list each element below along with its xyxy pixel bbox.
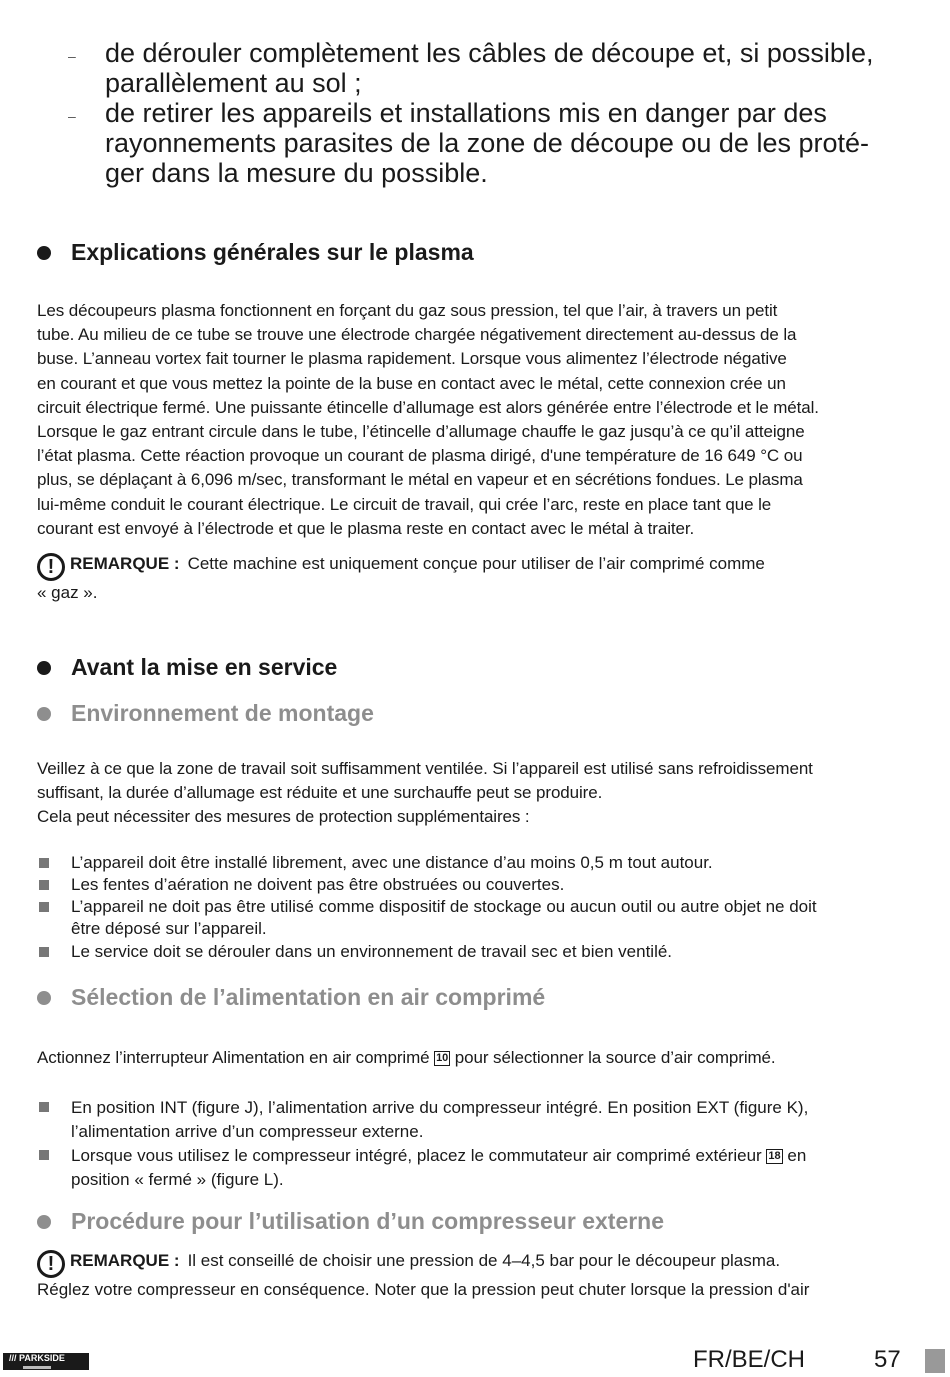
footer-language: FR/BE/CH bbox=[693, 1346, 806, 1373]
list-text: En position INT (figure J), l’alimentation arrive du compresseur intégré. En position EXT (figure K), bbox=[71, 1098, 809, 1117]
bullet-dot-icon bbox=[37, 991, 51, 1005]
logo-text: /// PARKSIDE bbox=[9, 1353, 65, 1363]
list-text: en bbox=[787, 1146, 807, 1165]
list-text: Le service doit se dérouler dans un environnement de travail sec et bien ventilé. bbox=[71, 942, 673, 961]
text-line: de dérouler complètement les câbles de découpe et, si possible, bbox=[105, 38, 874, 68]
list-item bbox=[37, 852, 713, 874]
part-ref: 18 bbox=[768, 1150, 781, 1162]
square-bullet-icon bbox=[39, 1150, 49, 1160]
subsection-heading bbox=[37, 1208, 664, 1235]
list-item bbox=[37, 941, 672, 963]
text-line: l’état plasma. Cette réaction provoque un courant de plasma dirigé, d'une température de 16 649 °C ou bbox=[37, 446, 803, 466]
square-bullet-icon bbox=[39, 902, 49, 912]
list-text: Les fentes d’aération ne doivent pas être obstruées ou couvertes. bbox=[71, 875, 565, 894]
exclamation-icon: ! bbox=[37, 553, 65, 581]
text-line: suffisant, la durée d’allumage est réduite et une surchauffe peut se produire. bbox=[37, 783, 603, 803]
text-line: courant est envoyé à l’électrode et que le plasma reste en contact avec le métal à traiter. bbox=[37, 518, 695, 538]
parkside-logo bbox=[3, 1353, 89, 1370]
square-bullet-icon bbox=[39, 947, 49, 957]
subsection-heading bbox=[37, 700, 374, 727]
list-text: L’appareil ne doit pas être utilisé comme dispositif de stockage ou aucun outil ou autre objet ne doit bbox=[71, 897, 817, 916]
list-item bbox=[37, 896, 817, 940]
text-line: en courant et que vous mettez la pointe de la buse en contact avec le métal, cette connexion crée un bbox=[37, 373, 786, 393]
text-line: buse. L’anneau vortex fait tourner le plasma rapidement. Lorsque vous alimentez l’électrode négative bbox=[37, 349, 787, 369]
plasma-paragraph bbox=[37, 299, 819, 541]
square-bullet-icon bbox=[39, 858, 49, 868]
subsection-heading bbox=[37, 984, 545, 1011]
air-paragraph bbox=[37, 1046, 776, 1070]
list-text: être déposé sur l’appareil. bbox=[71, 919, 267, 938]
list-item bbox=[37, 1144, 806, 1192]
list-text: L’appareil doit être installé librement, avec une distance d’au moins 0,5 m tout autour. bbox=[71, 853, 713, 872]
text-line: lui-même conduit le courant électrique. Le circuit de travail, qui crée l’arc, reste en place tant que le bbox=[37, 494, 772, 514]
note-label: REMARQUE : bbox=[70, 1251, 180, 1270]
list-item bbox=[37, 1096, 808, 1144]
list-item bbox=[37, 874, 564, 896]
bullet-dot-icon bbox=[37, 707, 51, 721]
text-line: Lorsque le gaz entrant circule dans le tube, l’étincelle d’allumage chauffe le gaz jusqu’à ce qu’il atteigne bbox=[37, 422, 805, 442]
list-text: l’alimentation arrive d’un compresseur externe. bbox=[71, 1122, 424, 1141]
text: Actionnez l’interrupteur Alimentation en air comprimé bbox=[37, 1048, 430, 1067]
intro-item bbox=[105, 98, 869, 188]
dash-bullet: – bbox=[68, 48, 76, 64]
section-heading bbox=[37, 239, 474, 266]
note bbox=[37, 552, 765, 606]
text: pour sélectionner la source d’air comprimé. bbox=[454, 1048, 776, 1067]
page-tab-marker bbox=[925, 1349, 945, 1373]
section-heading bbox=[37, 654, 337, 681]
bullet-dot-icon bbox=[37, 1215, 51, 1229]
text-line: ger dans la mesure du possible. bbox=[105, 158, 488, 188]
text-line: de retirer les appareils et installations mis en danger par des bbox=[105, 98, 827, 128]
dash-bullet: – bbox=[68, 108, 76, 124]
exclamation-icon: ! bbox=[37, 1250, 65, 1278]
note-text: « gaz ». bbox=[37, 583, 98, 602]
text-line: Veillez à ce que la zone de travail soit suffisamment ventilée. Si l’appareil est utilisé sans refroidissement bbox=[37, 759, 813, 778]
bullet-dot-icon bbox=[37, 661, 51, 675]
heading-text: Procédure pour l’utilisation d’un compresseur externe bbox=[71, 1208, 665, 1234]
note-text: Réglez votre compresseur en conséquence. Noter que la pression peut chuter lorsque la pression d'air bbox=[37, 1280, 810, 1299]
text-line: Cela peut nécessiter des mesures de protection supplémentaires : bbox=[37, 807, 530, 827]
note-text: Il est conseillé de choisir une pression de 4–4,5 bar pour le découpeur plasma. bbox=[187, 1251, 781, 1270]
text-line: tube. Au milieu de ce tube se trouve une électrode chargée négativement directement au-dessus de la bbox=[37, 325, 797, 345]
text-line: plus, se déplaçant à 6,096 m/sec, transformant le métal en vapeur et en sécrétions fondues. Le plasma bbox=[37, 470, 803, 490]
list-text: Lorsque vous utilisez le compresseur intégré, placez le commutateur air comprimé extérieur bbox=[71, 1146, 762, 1165]
bullet-dot-icon bbox=[37, 246, 51, 260]
text-line: circuit électrique fermé. Une puissante étincelle d’allumage est alors générée entre l’électrode et le métal. bbox=[37, 397, 819, 417]
text-line: parallèlement au sol ; bbox=[105, 68, 362, 98]
square-bullet-icon bbox=[39, 880, 49, 890]
heading-text: Explications générales sur le plasma bbox=[71, 239, 474, 265]
note-text: Cette machine est uniquement conçue pour utiliser de l’air comprimé comme bbox=[187, 554, 765, 573]
list-text: position « fermé » (figure L). bbox=[71, 1170, 284, 1189]
text-line: rayonnements parasites de la zone de découpe ou de les proté- bbox=[105, 128, 870, 158]
intro-item bbox=[105, 38, 873, 98]
page-number: 57 bbox=[874, 1346, 901, 1373]
note bbox=[37, 1249, 809, 1303]
heading-text: Avant la mise en service bbox=[71, 654, 338, 680]
env-paragraph bbox=[37, 757, 813, 830]
part-ref: 10 bbox=[436, 1052, 449, 1064]
note-label: REMARQUE : bbox=[70, 554, 180, 573]
text-line: Les découpeurs plasma fonctionnent en forçant du gaz sous pression, tel que l’air, à travers un petit bbox=[37, 301, 778, 320]
square-bullet-icon bbox=[39, 1102, 49, 1112]
heading-text: Environnement de montage bbox=[71, 700, 374, 726]
heading-text: Sélection de l’alimentation en air comprimé bbox=[71, 984, 546, 1010]
